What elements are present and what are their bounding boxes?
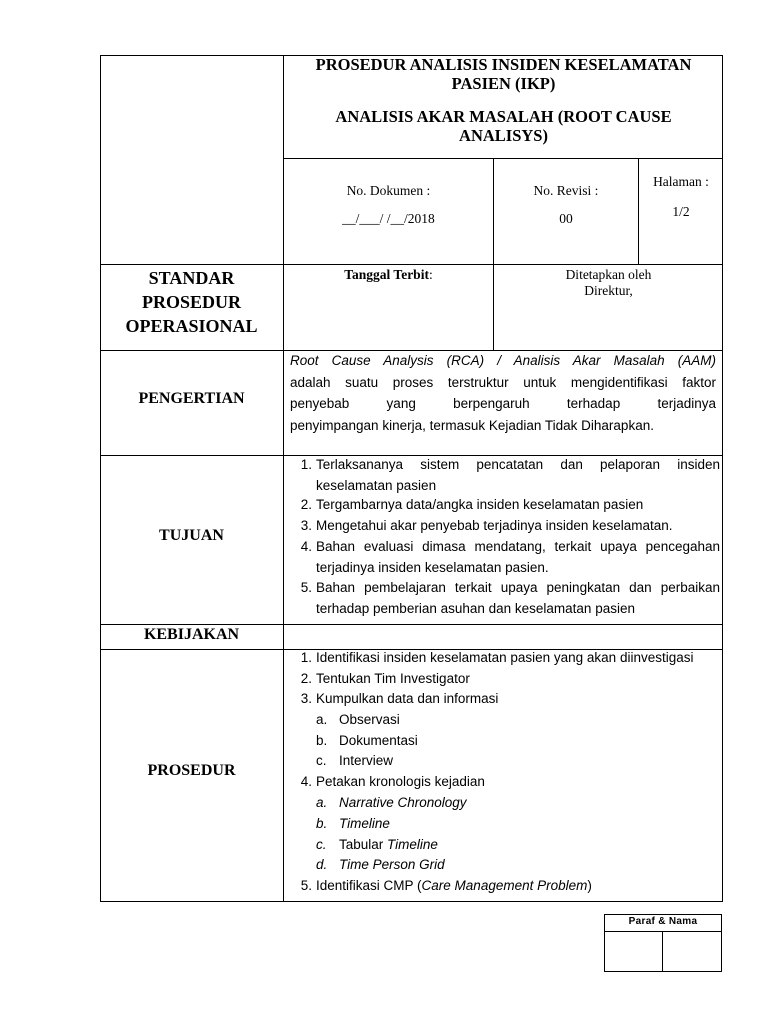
prosedur-item-text-close: ) [587, 878, 592, 893]
prosedur-subitem [316, 710, 716, 731]
prosedur-subitem [316, 751, 716, 772]
prosedur-item-text [316, 876, 720, 897]
tujuan-item [290, 537, 720, 579]
document-title [284, 55, 723, 93]
prosedur-subitem-text: Interview [339, 753, 394, 768]
tujuan-item-text: Terlaksananya sistem pencatatan dan pelaporan insiden [316, 457, 720, 472]
prosedur-subitem-letter: b. [316, 816, 328, 831]
prosedur-subitem-text [339, 835, 716, 856]
tujuan-item-text: Tergambarnya data/angka insiden keselamatan pasien [316, 497, 644, 512]
prosedur-subitem [316, 793, 716, 814]
sop-title-line1: STANDAR [148, 268, 235, 288]
document-title-line2: PASIEN (IKP) [451, 74, 556, 93]
prosedur-subitem-letter: b. [316, 733, 328, 748]
prosedur-item-text: Petakan kronologis kejadian [316, 774, 485, 789]
prosedur-label: PROSEDUR [147, 762, 236, 779]
tujuan-item-text: Bahan evaluasi dimasa mendatang, terkait upaya pencegahan [316, 539, 720, 554]
pengertian-line4: penyimpangan kinerja, termasuk Kejadian Tidak Diharapkan. [290, 417, 654, 433]
tujuan-item-text-cont: terjadinya insiden keselamatan pasien. [316, 559, 549, 575]
issue-date-label [284, 267, 493, 283]
tujuan-item [290, 516, 720, 537]
sop-title [100, 266, 283, 338]
prosedur-subitem-letter: a. [316, 795, 328, 810]
revision-value: 00 [559, 211, 573, 226]
tujuan-item-text-cont: terhadap pemberian asuhan dan keselamatan pasien [316, 600, 635, 616]
paraf-label: Paraf & Nama [628, 916, 698, 927]
approved-by-line2: Direktur, [584, 283, 633, 298]
revision-label: No. Revisi : [533, 183, 599, 198]
pengertian-line3: penyebab yang berpengaruh terhadap terjadinya [290, 396, 716, 411]
prosedur-item-text: Tentukan Tim Investigator [316, 671, 470, 686]
prosedur-subitem [316, 855, 716, 876]
prosedur-item-number: 4. [300, 774, 312, 789]
prosedur-subitem-text: Timeline [339, 816, 390, 831]
tujuan-item [290, 578, 720, 620]
header-bottom-line [283, 158, 723, 159]
prosedur-item-text: Kumpulkan data dan informasi [316, 691, 499, 706]
prosedur-subitem [316, 814, 716, 835]
prosedur-item [290, 876, 720, 897]
prosedur-subitem-text: Dokumentasi [339, 733, 418, 748]
paraf-column-divider [662, 931, 663, 972]
prosedur-subitem-letter: d. [316, 857, 328, 872]
prosedur-subitem-text: Narrative Chronology [339, 795, 467, 810]
prosedur-item-text-italic: Care Management Problem [421, 878, 588, 893]
sop-title-line3: OPERASIONAL [125, 316, 258, 336]
prosedur-subitem [316, 731, 716, 752]
prosedur-item-number: 5. [300, 878, 312, 893]
issue-date-text: Tanggal Terbit [344, 267, 429, 282]
tujuan-item-number: 2. [300, 497, 312, 512]
page-value: 1/2 [672, 204, 690, 219]
prosedur-subitem-text-italic: Timeline [387, 837, 438, 852]
prosedur-item [290, 669, 720, 690]
prosedur-item-number: 3. [300, 691, 312, 706]
prosedur-subitem-letter: c. [316, 837, 327, 852]
tujuan-bottom-line [100, 624, 723, 625]
approved-by [494, 267, 723, 299]
page-label: Halaman : [653, 174, 709, 189]
issue-date-colon: : [428, 267, 433, 282]
prosedur-subitem-text-plain: Tabular [339, 837, 388, 852]
kebijakan-label: KEBIJAKAN [143, 626, 240, 643]
paraf-header-line [604, 931, 722, 932]
pengertian-label: PENGERTIAN [138, 390, 245, 407]
document-title-line1: PROSEDUR ANALISIS INSIDEN KESELAMATAN [315, 55, 692, 74]
tujuan-item-text: Bahan pembelajaran terkait upaya peningkatan dan perbaikan [316, 580, 720, 595]
prosedur-subitem-letter: c. [316, 753, 327, 768]
prosedur-item [290, 648, 720, 669]
tujuan-item-text: Mengetahui akar penyebab terjadinya insiden keselamatan. [316, 518, 673, 533]
prosedur-item-text: Identifikasi insiden keselamatan pasien yang akan diinvestigasi [316, 650, 694, 665]
approved-by-line1: Ditetapkan oleh [565, 267, 652, 282]
prosedur-item-text-plain: Identifikasi CMP ( [316, 878, 422, 893]
prosedur-subitem-text: Observasi [339, 712, 400, 727]
pengertian-line2: adalah suatu proses terstruktur untuk mengidentifikasi faktor [290, 374, 716, 390]
tujuan-label: TUJUAN [159, 527, 224, 544]
document-subtitle [284, 107, 723, 145]
tujuan-item [290, 495, 720, 516]
prosedur-subitem-letter: a. [316, 712, 328, 727]
prosedur-item [290, 689, 720, 710]
tujuan-item-text-cont: keselamatan pasien [316, 477, 437, 493]
doc-number-value: __/___/ /__/2018 [342, 211, 435, 226]
prosedur-subitem-text: Time Person Grid [339, 857, 445, 872]
prosedur-item [290, 772, 720, 793]
pengertian-text [290, 350, 716, 436]
tujuan-item-number: 4. [300, 539, 312, 554]
pengertian-line1: Root Cause Analysis (RCA) / Analisis Akar Masalah (AAM) [290, 353, 716, 368]
prosedur-item-number: 2. [300, 671, 312, 686]
tujuan-item [290, 455, 720, 497]
tujuan-item-number: 5. [300, 580, 312, 595]
docinfo-bottom-line [100, 264, 723, 265]
tujuan-item-number: 3. [300, 518, 312, 533]
document-subtitle-line1: ANALISIS AKAR MASALAH (ROOT CAUSE [335, 107, 672, 126]
prosedur-subitem [316, 835, 716, 856]
document-subtitle-line2: ANALISYS) [459, 126, 548, 145]
doc-number-label: No. Dokumen : [346, 183, 431, 198]
sop-title-line2: PROSEDUR [141, 292, 241, 312]
prosedur-item-number: 1. [300, 650, 312, 665]
tujuan-item-number: 1. [300, 457, 312, 472]
